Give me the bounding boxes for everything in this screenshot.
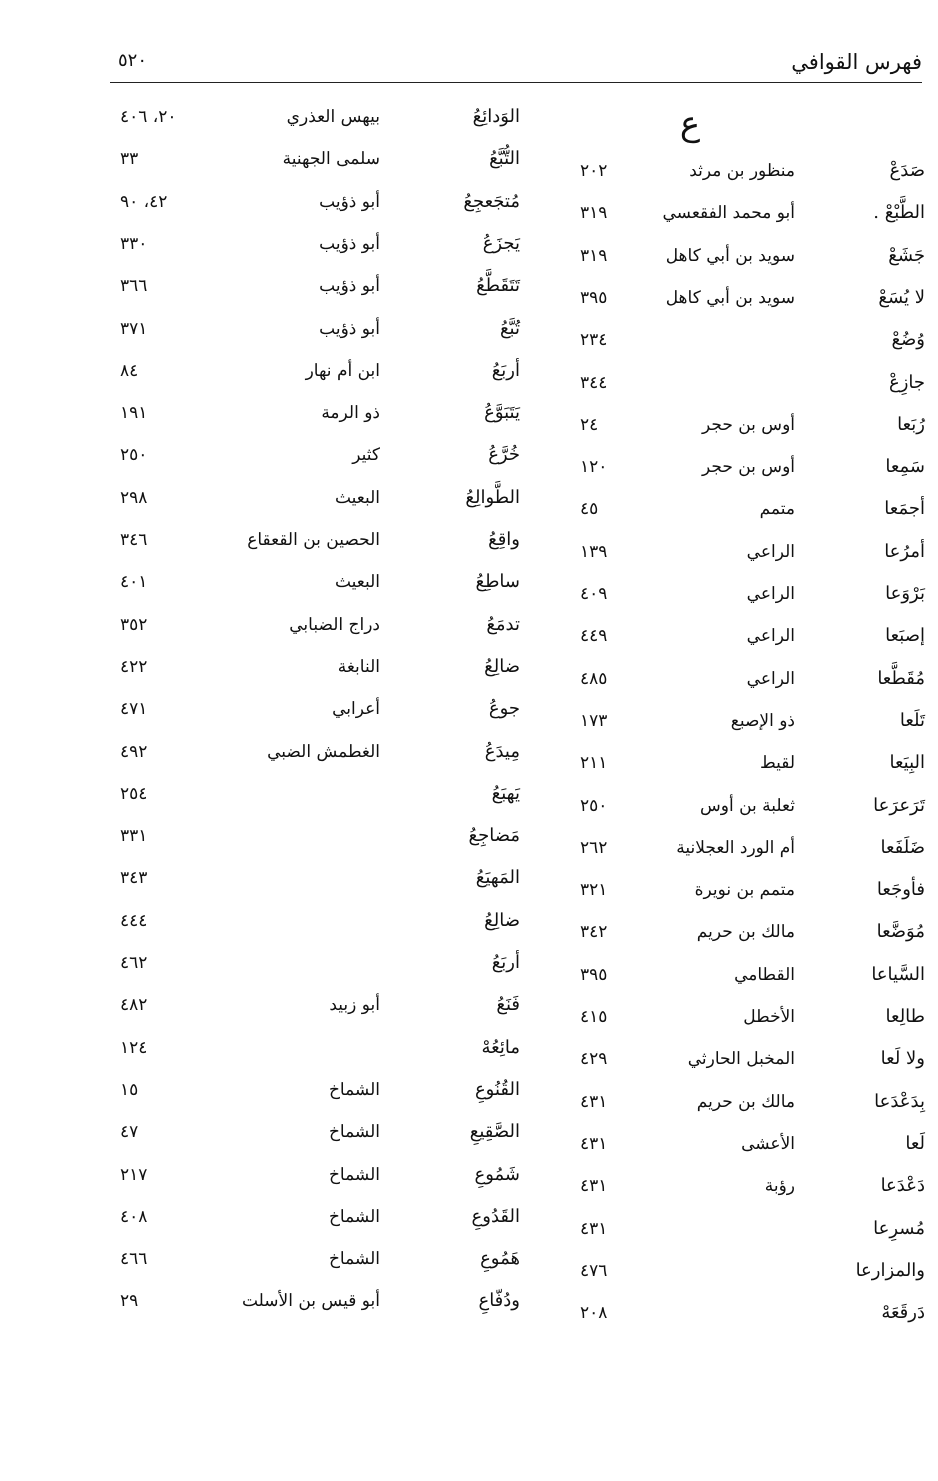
poet-name: الراعي: [746, 541, 795, 562]
index-entry: [580, 488, 925, 530]
index-entry: [120, 857, 520, 899]
rhyme-word: خُرَّعُ: [488, 444, 520, 466]
index-entry: [580, 1165, 925, 1207]
rhyme-word: أجمَعا: [884, 498, 925, 520]
rhyme-word: طالِعا: [885, 1006, 925, 1027]
index-entry: [120, 1154, 520, 1196]
poet-name: أوس بن حجر: [701, 457, 795, 478]
index-entry: [580, 742, 925, 784]
index-entry: [580, 700, 925, 742]
poet-name: الشماخ: [328, 1122, 380, 1143]
rhyme-word: يَتَبَوَّعُ: [484, 402, 520, 424]
poet-name: الشماخ: [328, 1206, 380, 1227]
index-entry: [120, 688, 520, 730]
rhyme-word: صَدَعْ: [889, 160, 925, 181]
page-ref: ٤٢٩: [580, 1049, 608, 1070]
page-ref: ٤٣١: [580, 1176, 608, 1197]
page-ref: ٣٣١: [120, 826, 148, 847]
rhyme-word: ودُفّاعِ: [478, 1290, 520, 1312]
page-ref: ٣٧١: [120, 318, 148, 339]
poet-name: بيهس العذري: [286, 107, 380, 127]
index-entry: [120, 181, 520, 223]
rhyme-word: ضالِعُ: [484, 655, 520, 677]
poet-name: الراعي: [746, 584, 795, 604]
page-ref: ٢٥٠: [120, 445, 148, 466]
rhyme-word: الطَّوالِعُ: [465, 486, 520, 508]
index-entry: [580, 1081, 925, 1123]
page-ref: ٣٩٥: [580, 964, 608, 985]
page-ref: ٣٤٢: [580, 922, 608, 943]
page-ref: ١٢٠: [580, 457, 608, 478]
rhyme-word: ولا لَعا: [880, 1048, 925, 1070]
rhyme-word: يَجزَعُ: [482, 232, 520, 254]
poet-name: البعيث: [334, 487, 380, 508]
rhyme-word: واقِعُ: [488, 529, 520, 550]
rhyme-word: إصبَعا: [885, 625, 925, 647]
index-entry: [120, 561, 520, 603]
poet-name: الشماخ: [328, 1249, 380, 1270]
rhyme-word: تَلَعا: [899, 709, 925, 731]
index-entry: [580, 1250, 925, 1292]
index-entry: [580, 573, 925, 615]
rhyme-word: أربَعُ: [491, 359, 520, 381]
poet-name: متمم: [759, 499, 795, 520]
page-ref: ٢٤: [580, 414, 599, 435]
page-ref: ١٣٩: [580, 541, 608, 562]
poet-name: ذو الرمة: [321, 403, 380, 424]
rhyme-word: تدمَعُ: [486, 613, 520, 635]
index-entry: [120, 731, 520, 773]
index-entry: [580, 827, 925, 869]
page-ref: ٣٤٣: [120, 868, 148, 889]
page-ref: ٢١٧: [120, 1164, 148, 1185]
page-ref: ٤٣١: [580, 1133, 608, 1154]
rhyme-word: تَرَعرَعا: [873, 794, 925, 816]
rhyme-word: البِيَعا: [889, 752, 925, 774]
index-entry: [580, 615, 925, 657]
poet-name: أبو قيس بن الأسلت: [241, 1291, 380, 1312]
index-entry: [120, 984, 520, 1026]
poet-name: البعيث: [334, 572, 380, 593]
page-ref: ٢٥٠: [580, 795, 608, 816]
index-entry: [120, 815, 520, 857]
index-entry: [120, 1238, 520, 1280]
page-ref: ٣٩٥: [580, 287, 608, 308]
rhyme-word: تَتَقَطَّعُ: [476, 275, 520, 297]
poet-name: النابغة: [337, 656, 380, 677]
page-ref: ٢٠٨: [580, 1303, 608, 1324]
page-ref: ٣١٩: [580, 203, 608, 224]
page-ref: ٣٤٤: [580, 372, 608, 393]
index-entry: [580, 446, 925, 488]
rhyme-word: مَضاجِعُ: [468, 825, 520, 847]
index-entry: [580, 362, 925, 404]
rhyme-word: وُضُعْ: [891, 329, 925, 351]
left-index-column: [120, 96, 520, 1336]
index-entry: [120, 350, 520, 392]
rhyme-word: جَشَعْ: [888, 244, 925, 266]
poet-name: الشماخ: [328, 1164, 380, 1185]
index-entry: [120, 265, 520, 307]
page-ref: ٢٠٢: [580, 161, 608, 181]
index-entry: [120, 646, 520, 688]
index-entry: [120, 519, 520, 561]
index-entry: [580, 911, 925, 953]
rhyme-word: الصَّقِيعِ: [469, 1121, 520, 1143]
index-entry: [580, 869, 925, 911]
page-ref: ٢٦٢: [580, 837, 608, 858]
index-entry: [120, 434, 520, 476]
page-ref: ٣٤٦: [120, 530, 148, 550]
page-ref: ٤٠٨: [120, 1206, 148, 1227]
rhyme-word: جوعُ: [488, 698, 520, 720]
poet-name: سويد بن أبي كاهل: [665, 287, 795, 308]
poet-name: أبو زبيد: [329, 995, 380, 1016]
rhyme-word: تُبَّعُ: [499, 317, 520, 339]
poet-name: ذو الإصبع: [730, 710, 795, 731]
page-ref: ٤٣١: [580, 1218, 608, 1239]
index-entry: [580, 1123, 925, 1165]
rhyme-word: رُبَعا: [897, 413, 925, 435]
rhyme-word: الطَّبْعْ .: [873, 202, 925, 224]
page-ref: ٤٦٦: [120, 1249, 148, 1270]
index-entry: [580, 1292, 925, 1334]
rhyme-word: فَنَعُ: [496, 994, 520, 1016]
index-entry: [580, 658, 925, 700]
page-header: [110, 48, 922, 83]
page-ref: ٤٧١: [120, 699, 148, 720]
index-entry: [120, 223, 520, 265]
rhyme-word: يَهبَعُ: [491, 782, 520, 804]
rhyme-word: الوَدائِعُ: [472, 106, 520, 127]
poet-name: ثعلبة بن أوس: [700, 795, 795, 816]
index-entry: [580, 785, 925, 827]
page-ref: ٤٠٩: [580, 584, 608, 604]
index-entry: [120, 1280, 520, 1322]
page-ref: ٤٢، ٩٠: [120, 191, 168, 212]
page-ref: ١٥: [120, 1079, 139, 1100]
poet-name: متمم بن نويرة: [694, 880, 795, 901]
poet-name: الراعي: [746, 668, 795, 689]
poet-name: القطامي: [734, 964, 795, 985]
page-ref: ٤٥: [580, 499, 599, 520]
index-entry: [580, 404, 925, 446]
page-ref: ٢١١: [580, 753, 608, 774]
rhyme-word: أمرُعا: [884, 540, 925, 562]
page-ref: ٤٩٢: [120, 741, 148, 762]
index-entry: [120, 1196, 520, 1238]
page-ref: ١٩١: [120, 403, 148, 424]
rhyme-word: مُقَطَّعا: [877, 667, 925, 689]
index-entry: [120, 392, 520, 434]
index-entry: [120, 773, 520, 815]
page-number: ٥٢٠: [118, 50, 148, 71]
page-ref: ٤٤٩: [580, 626, 608, 647]
poet-name: رؤبة: [764, 1176, 795, 1197]
rhyme-word: سَمِعا: [885, 456, 925, 478]
index-entry: [580, 531, 925, 573]
rhyme-word: القَدُوعِ: [471, 1205, 520, 1227]
poet-name: الأخطل: [743, 1007, 795, 1027]
rhyme-word: والمزارعا: [855, 1259, 925, 1281]
index-entry: [120, 900, 520, 942]
page-ref: ٣٣٠: [120, 233, 148, 254]
rhyme-word: مِيدَعُ: [484, 740, 520, 762]
page-ref: ٤١٥: [580, 1007, 608, 1027]
page-ref: ١٢٤: [120, 1037, 148, 1058]
rhyme-word: بَرْوَعا: [885, 583, 925, 604]
index-entry: [580, 1038, 925, 1080]
page-ref: ٣٦٦: [120, 276, 148, 297]
poet-name: لقيط: [759, 753, 795, 774]
page-ref: ٣٢١: [580, 880, 608, 901]
rhyme-word: مائِعُهْ: [481, 1036, 520, 1058]
page-ref: ٤٤٤: [120, 910, 148, 931]
poet-name: أبو ذؤيب: [319, 318, 380, 339]
page-ref: ٨٤: [120, 360, 139, 381]
index-entry: [580, 1208, 925, 1250]
page-ref: ١٧٣: [580, 710, 608, 731]
page-ref: ٤٨٢: [120, 995, 148, 1016]
index-entry: [120, 138, 520, 180]
index-entry: [120, 1111, 520, 1153]
poet-name: مالك بن حريم: [696, 1091, 795, 1112]
page-ref: ٤٦٢: [120, 953, 148, 973]
index-entry: [580, 192, 925, 234]
poet-name: منظور بن مرثد: [689, 161, 795, 181]
index-entry: [580, 996, 925, 1038]
poet-name: دراج الضبابي: [289, 614, 380, 635]
rhyme-word: شَمُوعِ: [474, 1163, 520, 1185]
page-ref: ٣٣: [120, 149, 139, 170]
page-ref: ٢٩: [120, 1291, 139, 1312]
index-entry: [580, 150, 925, 192]
page-ref: ٤٧٦: [580, 1260, 608, 1281]
page-ref: ٢٩٨: [120, 487, 148, 508]
poet-name: الأعشى: [741, 1133, 795, 1154]
index-entry: [120, 308, 520, 350]
running-title: فهرس القوافي: [791, 50, 922, 74]
page-ref: ٤٨٥: [580, 668, 608, 689]
rhyme-word: مُسرِعا: [873, 1217, 925, 1239]
poet-name: الراعي: [746, 626, 795, 647]
index-entry: [580, 277, 925, 319]
poet-name: الغطمش الضبي: [267, 741, 380, 762]
poet-name: أبو ذؤيب: [319, 276, 380, 297]
rhyme-word: لا يُسَعْ: [878, 286, 925, 308]
rhyme-word: المَهيَعُ: [475, 867, 520, 889]
rhyme-word: لَعا: [905, 1132, 925, 1154]
poet-name: أبو ذؤيب: [319, 233, 380, 254]
rhyme-word: ساطِعُ: [475, 571, 520, 593]
rhyme-word: فأوجَعا: [876, 879, 925, 901]
index-entry: [580, 235, 925, 277]
poet-name: سويد بن أبي كاهل: [665, 245, 795, 266]
page-ref: ٤٣١: [580, 1091, 608, 1112]
section-letter-heading: ع: [679, 104, 701, 144]
index-entry: [120, 96, 520, 138]
poet-name: مالك بن حريم: [696, 922, 795, 943]
poet-name: الشماخ: [328, 1079, 380, 1100]
rhyme-word: السَّياعا: [871, 963, 925, 985]
rhyme-word: دَرقَعَهْ: [881, 1302, 925, 1324]
rhyme-word: القُنُوعِ: [474, 1078, 520, 1100]
index-entry: [580, 954, 925, 996]
rhyme-word: جازِعْ: [888, 371, 925, 393]
poet-name: أبو ذؤيب: [319, 191, 380, 212]
rhyme-word: مُوَضَّعا: [876, 921, 925, 943]
rhyme-word: مُتجَعجِعُ: [463, 190, 520, 212]
page-ref: ٤٢٢: [120, 656, 148, 677]
right-index-column: [580, 96, 925, 1336]
poet-name: المخبل الحارثي: [687, 1049, 795, 1070]
page-ref: ٢٣٤: [580, 330, 608, 351]
rhyme-word: ضَلَفَعا: [880, 836, 925, 858]
rhyme-word: ضالِعُ: [484, 909, 520, 931]
poet-name: أعرابي: [332, 699, 380, 720]
rhyme-word: هَمُوعِ: [480, 1248, 520, 1270]
poet-name: أبو محمد الفقعسي: [662, 203, 795, 224]
poet-name: الحصين بن القعقاع: [247, 530, 380, 550]
rhyme-word: بِدَعْدَعا: [874, 1090, 925, 1112]
rhyme-word: دَعْدَعا: [880, 1175, 925, 1197]
index-entry: [120, 1069, 520, 1111]
index-entry: [120, 1027, 520, 1069]
index-entry: [580, 319, 925, 361]
page-ref: ٤٧: [120, 1122, 139, 1143]
page-ref: ٣٥٢: [120, 614, 148, 635]
poet-name: ابن أم نهار: [305, 360, 380, 381]
poet-name: سلمى الجهنية: [282, 149, 380, 170]
poet-name: أوس بن حجر: [701, 414, 795, 435]
index-entry: [120, 604, 520, 646]
page-ref: ٢٥٤: [120, 783, 148, 804]
poet-name: أم الورد العجلانية: [676, 837, 795, 858]
rhyme-word: التُّبَّعُ: [489, 148, 520, 170]
poet-name: كثير: [352, 445, 380, 466]
page-ref: ٢٠، ٤٠٦: [120, 107, 177, 127]
index-entry: [120, 477, 520, 519]
page-ref: ٣١٩: [580, 245, 608, 266]
index-entry: [120, 942, 520, 984]
page-ref: ٤٠١: [120, 572, 148, 593]
rhyme-word: أربَعُ: [491, 952, 520, 973]
